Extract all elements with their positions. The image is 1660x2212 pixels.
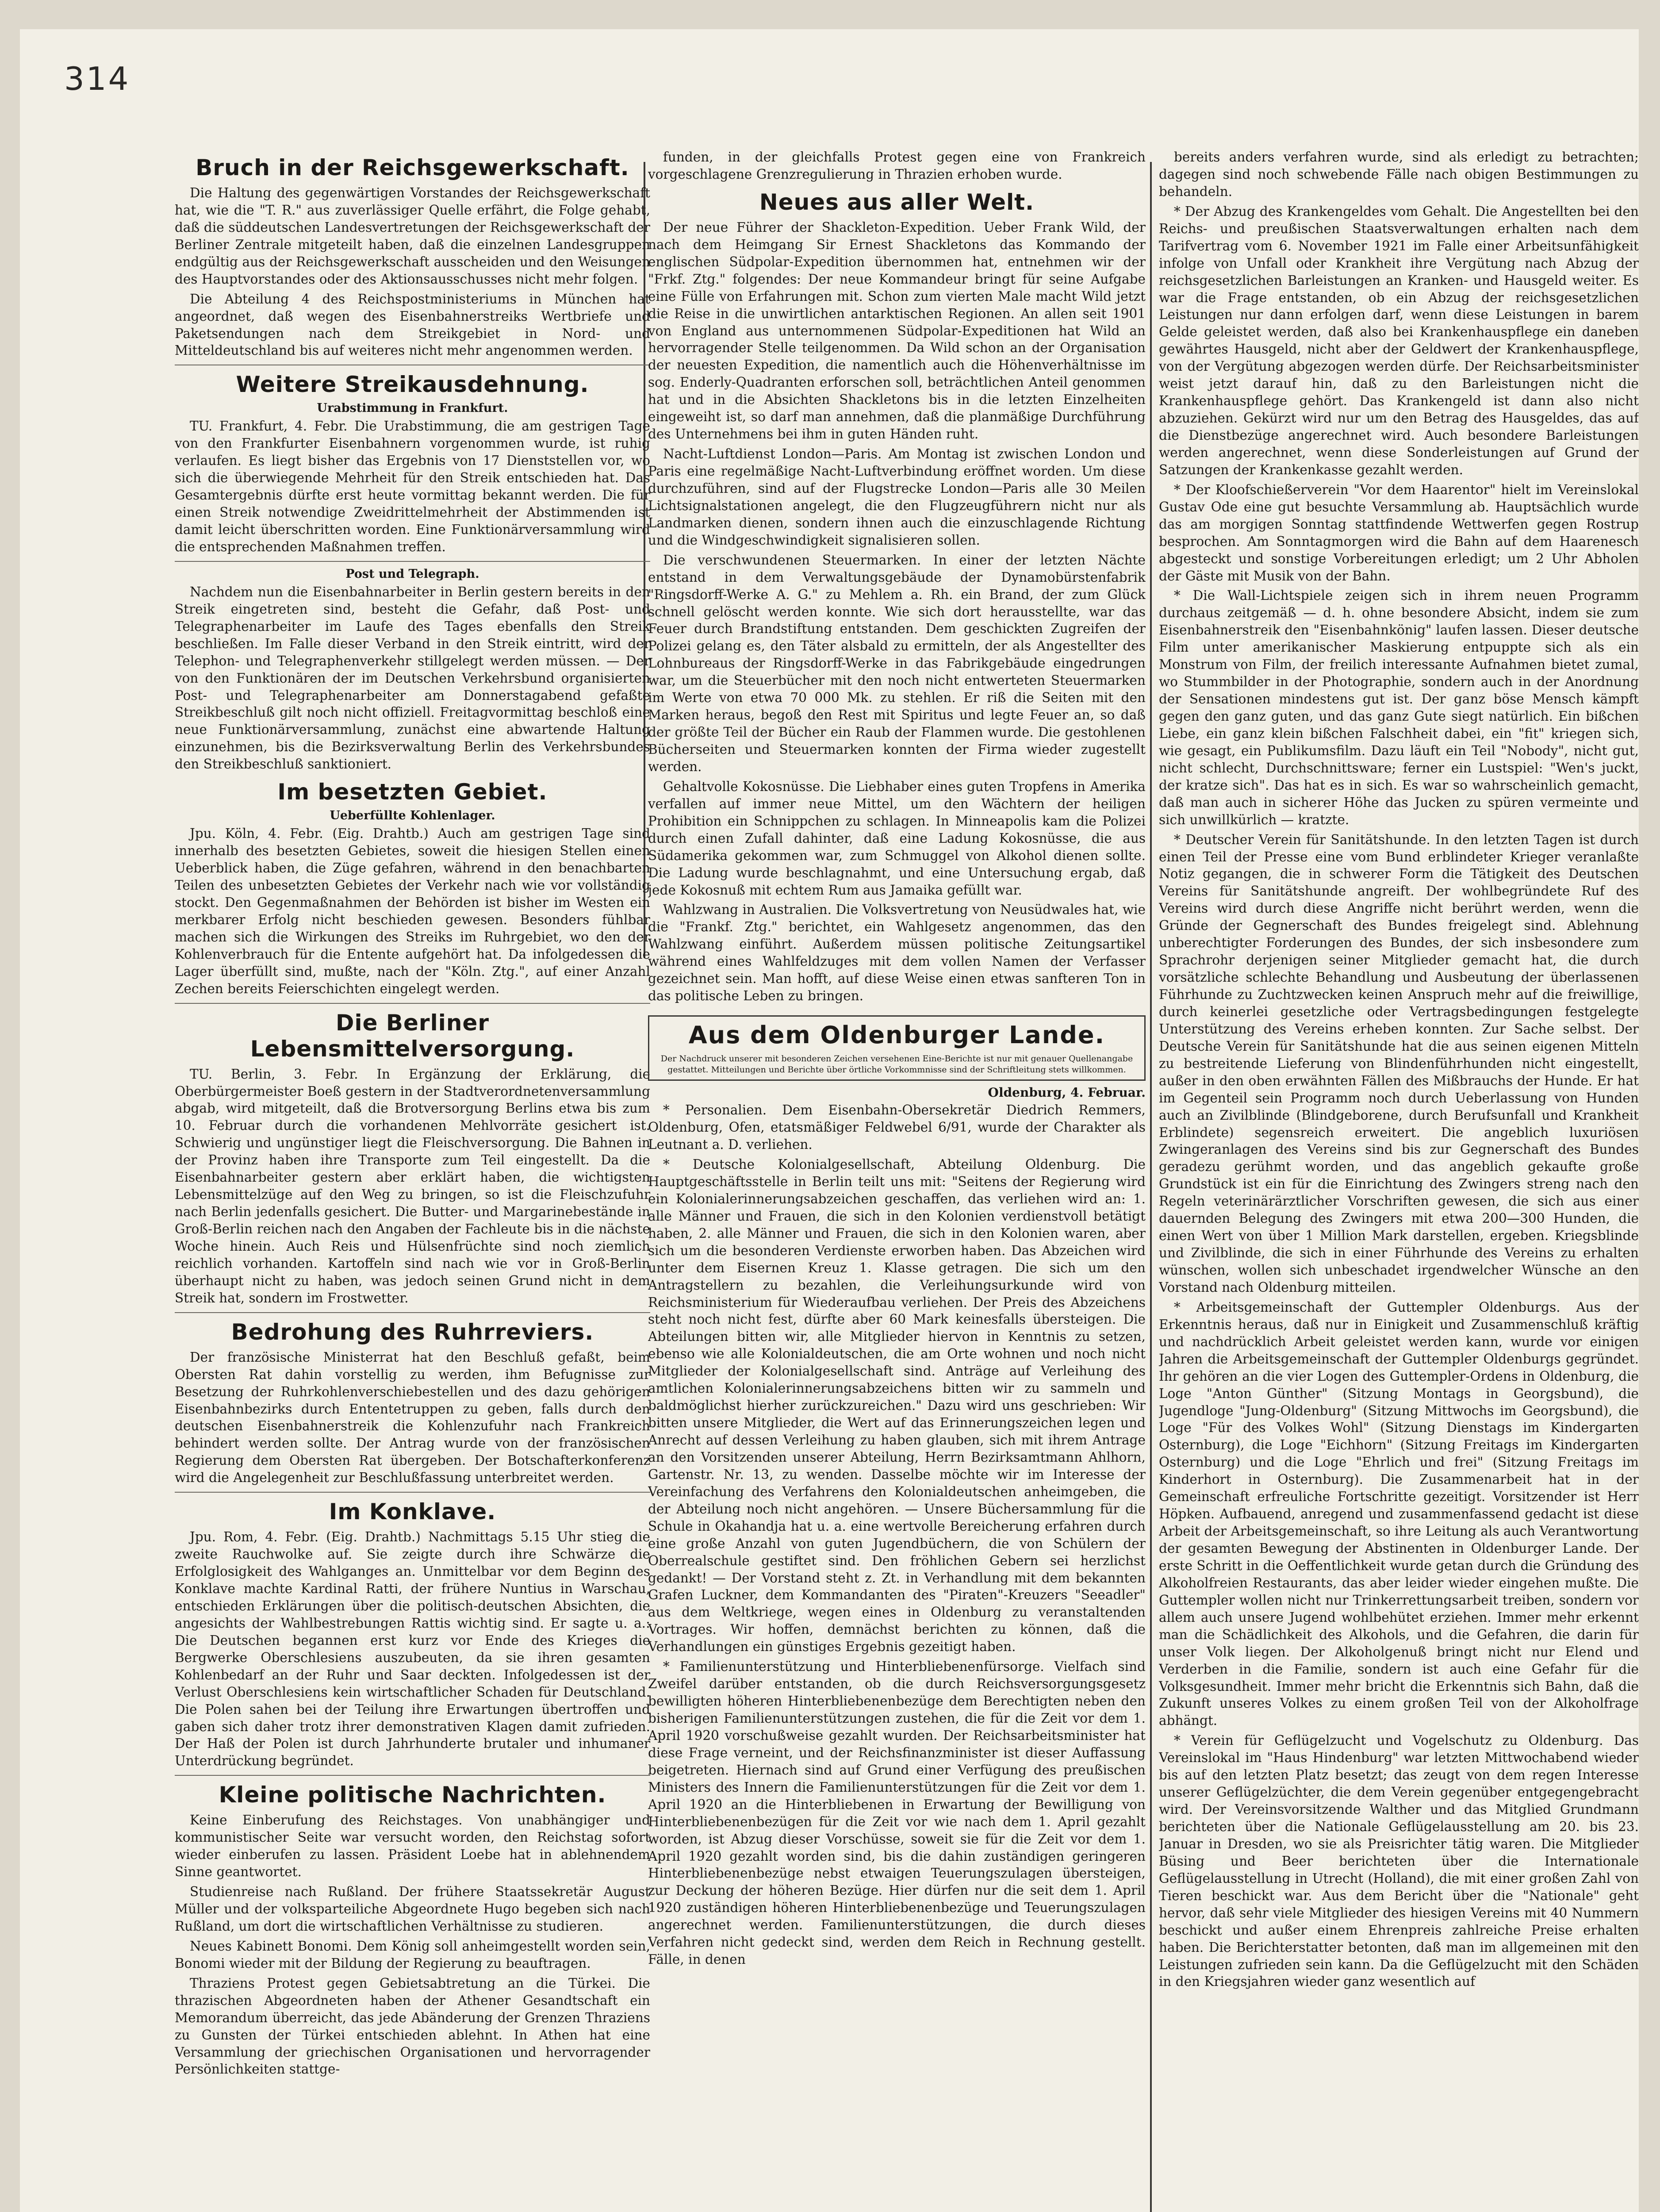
article-paragraph: Die Abteilung 4 des Reichspostministeriums in München hat angeordnet, daß wegen des Eisenbahnerstreiks Wertbriefe und Paketsendungen nach dem Streikgebiet in Nord- und Mitteldeutschland bis auf weiteres nicht mehr angenommen werden. bbox=[175, 291, 650, 358]
column-right bbox=[1159, 149, 1639, 2212]
article-paragraph: Der neue Führer der Shackleton-Expedition. Ueber Frank Wild, der nach dem Heimgang Sir Ernest Shackletons das Kommando der englischen Südpolar-Expedition übernommen hat, entnehmen wir der "Frkf. Ztg." folgendes: Der neue Kommandeur bringt für seine Aufgabe eine Fülle von Erfahrungen mit. Schon zum vierten Male macht Wild jetzt die Reise in die unwirtlichen antarktischen Regionen. An allen seit 1901 von England aus unternommenen Südpolar-Expeditionen hat Wild an hervorragender Stelle teilgenommen. Da Wild schon an der Organisation der neuesten Expedition, die namentlich auch die Höhenverhältnisse im sog. Enderly-Quadranten erforschen soll, beträchtlichen Anteil genommen hat und in die Absichten Shackletons bis in die letzten Einzelheiten eingeweiht ist, so darf man annehmen, daß die planmäßige Durchführung des Unternehmens bei ihm in guten Händen ruht. bbox=[648, 219, 1146, 442]
reprint-note: Der Nachdruck unserer mit besonderen Zeichen versehenen Eine-Berichte ist nur mit genauer Quellenangabe gestattet. Mitteilungen und Berichte über örtliche Vorkommnisse sind der Schriftleitung stets willkommen. bbox=[660, 1053, 1133, 1075]
column-left bbox=[175, 149, 650, 2212]
article-paragraph: Keine Einberufung des Reichstages. Von unabhängiger und kommunistischer Seite war versucht worden, den Reichstag sofort wieder einberufen zu lassen. Präsident Loebe hat in ablehnendem Sinne geantwortet. bbox=[175, 1813, 650, 1880]
column-middle-top bbox=[648, 149, 1146, 1005]
oldenburg-section-header bbox=[648, 1015, 1146, 1081]
article-headline: Im besetzten Gebiet. bbox=[277, 779, 548, 805]
article-paragraph: * Familienunterstützung und Hinterbliebenenfürsorge. Vielfach sind Zweifel darüber entstanden, ob die durch Reichsversorgungsgesetz bewilligten höheren Hinterbliebenenbezüge dem Berechtigten neben den bisherigen Familienunterstützungen zustehen, die für die Zeit vor dem 1. April 1920 vorschußweise gezahlt wurden. Der Reichsarbeitsminister hat diese Frage verneint, und der Reichsfinanzminister ist dieser Auffassung beigetreten. Hiernach sind auf Grund einer Verfügung des preußischen Ministers des Innern die Familienunterstützungen für die Zeit vor dem 1. April 1920 an die Hinterbliebenen in Erwartung der Bewilligung von Hinterbliebenenbezügen für die Zeit vor wie nach dem 1. April gezahlt worden, ist Abzug dieser Vorschüsse, soweit sie für die Zeit vor dem 1. April 1920 gezahlt worden sind, bis die dahin zuständigen geringeren Hinterbliebenenbezüge nebst etwaigen Teuerungszulagen übersteigen, zur Deckung der höheren Bezüge. Hier dürfen nur die seit dem 1. April 1920 zuständigen höheren Hinterbliebenenbezüge und Teuerungszulagen angerechnet werden. Familienunterstützungen, die durch dieses Verfahren nicht gedeckt sind, werden dem Reich in Rechnung gestellt. Fälle, in denen bbox=[648, 1659, 1146, 1967]
article-headline: Bruch in der Reichsgewerkschaft. bbox=[196, 155, 629, 180]
article-paragraph: Gehaltvolle Kokosnüsse. Die Liebhaber eines guten Tropfens in Amerika verfallen auf immer neue Mittel, um den Wächtern der heiligen Prohibition ein Schnippchen zu schlagen. In Minneapolis kam die Polizei durch einen Zufall dahinter, daß eine Ladung Kokosnüsse, die aus Südamerika gekommen war, zum Schmuggel von Alkohol dienen sollte. Die Ladung wurde beschlagnahmt, und eine Untersuchung ergab, daß jede Kokosnuß mit echtem Rum aus Jamaika gefüllt war. bbox=[648, 779, 1146, 898]
article-paragraph: funden, in der gleichfalls Protest gegen eine von Frankreich vorgeschlagene Grenzregulierung in Thrazien erhoben wurde. bbox=[648, 150, 1146, 182]
article-paragraph: * Verein für Geflügelzucht und Vogelschutz zu Oldenburg. Das Vereinslokal im "Haus Hindenburg" war letzten Mittwochabend wieder bis auf den letzten Platz besetzt; das zeugt von dem regen Interesse unserer Geflügelzüchter, die dem Verein gegenüber entgegengebracht wird. Der Vereinsvorsitzende Walther und das Mitglied Grundmann berichteten über die Nationale Geflügelausstellung am 20. bis 23. Januar in Dresden, wo sie als Preisrichter tätig waren. Die Mitglieder Büsing und Beer berichteten über die Internationale Geflügelausstellung in Utrecht (Holland), die mit einer großen Zahl von Tieren beschickt war. Aus dem Bericht über die "Nationale" geht hervor, daß sehr viele Mitglieder des hiesigen Vereins mit 40 Nummern beschickt und außer einem Ehrenpreis zahlreiche Preise erhalten haben. Die Berichterstatter betonten, daß man im allgemeinen mit den Leistungen zufrieden sein kann. Da die Geflügelzucht mit den Schäden in den Kriegsjahren wieder ganz wesentlich auf bbox=[1159, 1733, 1639, 1989]
article-headline: Im Konklave. bbox=[329, 1499, 496, 1525]
article-paragraph: * Der Abzug des Krankengeldes vom Gehalt. Die Angestellten bei den Reichs- und preußischen Staatsverwaltungen erhalten nach dem Tarifvertrag vom 6. November 1921 im Falle einer Arbeitsunfähigkeit infolge von Unfall oder Krankheit ihre Vergütung nach Abzug der reichsgesetzlichen Barleistungen an Kranken- und Hausgeld weiter. Es war die Frage entstanden, ob ein Abzug der reichsgesetzlichen Leistungen nur dann erfolgen darf, wenn diese Leistungen in barem Gelde geleistet werden, daß also bei Krankenhauspflege ein daneben gewährtes Hausgeld, nicht aber der Geldwert der Krankenhauspflege, von der Vergütung abgezogen werden dürfe. Der Reichsarbeitsminister weist jetzt darauf hin, daß zu den Barleistungen nicht die Krankenhauspflege gehört. Das Krankengeld ist dann also nicht abzuziehen. Gekürzt wird nur um den Betrag des Hausgeldes, das auf die Dienstbezüge angerechnet wird. Auch besondere Barleistungen werden angerechnet, wenn diese Sonderleistungen auf Grund der Satzungen der Krankenkasse gezahlt werden. bbox=[1159, 204, 1639, 477]
article-paragraph: * Arbeitsgemeinschaft der Guttempler Oldenburgs. Aus der Erkenntnis heraus, daß nur in Einigkeit und Zusammenschluß kräftig und nachdrücklich Arbeit geleistet werden kann, wurde vor einigen Jahren die Arbeitsgemeinschaft der Guttempler Oldenburgs gegründet. Ihr gehören an die vier Logen des Guttempler-Ordens in Oldenburg, die Loge "Anton Günther" (Sitzung Montags in Georgsbund), die Jugendloge "Jung-Oldenburg" (Sitzung Mittwochs im Georgsbund), die Loge "Für des Volkes Wohl" (Sitzung Dienstags im Kindergarten Osternburg), die Loge "Eichhorn" (Sitzung Freitags im Kindergarten Osternburg) und die Loge "Ehrlich und frei" (Sitzung Freitags im Kinderhort in Osternburg). Die Zusammenarbeit hat in der Gemeinschaft erfreuliche Fortschritte gezeitigt. Vorsitzender ist Herr Höpken. Aufbauend, anregend und zusammenfassend gedacht ist diese Arbeit der Arbeitsgemeinschaft, so ihre Leitung als auch Verantwortung der gesamten Bewegung der Abstinenten in Oldenburger Lande. Der erste Schritt in die Oeffentlichkeit wurde getan durch die Gründung des Alkoholfreien Restaurants, das aber leider wieder eingehen mußte. Die Guttempler wollen nicht nur Trinkerrettungsarbeit treiben, sondern vor allem auch unsere Jugend wohlbehütet erziehen. Immer mehr erkennt man die Schädlichkeit des Alkohols, und die Gefahren, die darin für unser Volk liegen. Der Alkoholgenuß bringt nicht nur Elend und Verderben in die Familie, sondern ist auch eine Gefahr für die Volksgesundheit. Immer mehr bricht die Erkenntnis sich Bahn, daß die Zukunft unseres Volkes zu einem großen Teil von der Alkoholfrage abhängt. bbox=[1159, 1299, 1639, 1728]
article-separator bbox=[175, 1312, 650, 1313]
article-subheadline: Urabstimmung in Frankfurt. bbox=[317, 401, 508, 415]
article-separator bbox=[175, 1775, 650, 1776]
article-separator bbox=[175, 1492, 650, 1493]
article-paragraph: Der französische Ministerrat hat den Beschluß gefaßt, beim Obersten Rat dahin vorstellig zu werden, ihm Befugnisse zur Besetzung der Ruhrkohlenverschiebestellen und des dazu gehörigen Eisenbahnbezirks durch Ententetruppen zu geben, falls durch den deutschen Eisenbahnerstreik die Kohlenzufuhr nach Frankreich behindert werden sollte. Der Antrag wurde von der französischen Regierung dem Obersten Rat übergeben. Der Botschafterkonferenz wird die Angelegenheit zur Beschlußfassung unterbreitet werden. bbox=[175, 1349, 650, 1486]
article-paragraph: Die verschwundenen Steuermarken. In einer der letzten Nächte entstand in dem Verwaltungsgebäude der Dynamobürstenfabrik "Ringsdorff-Werke A. G." zu Mehlem a. Rh. ein Brand, der zum Glück schnell gelöscht werden konnte. Wie sich dort herausstellte, war das Feuer durch Brandstiftung entstanden. Dem geschickten Zugreifen der Polizei gelang es, den Täter alsbald zu ermitteln, der als Angestellter des Lohnbureaus der Ringsdorff-Werke in das Fabrikgebäude eingedrungen war, um die Steuerbücher mit den noch nicht entwerteten Steuermarken im Werte von etwa 70 000 Mk. zu stehlen. Er riß die Seiten mit den Marken heraus, begoß den Rest mit Spiritus und legte Feuer an, so daß der größte Teil der Bücher ein Raub der Flammen wurde. Die gestohlenen Bücherseiten und Steuermarken konnten der Firma wieder zugestellt werden. bbox=[648, 552, 1146, 774]
article-paragraph: Thraziens Protest gegen Gebietsabtretung an die Türkei. Die thrazischen Abgeordneten haben der Athener Gesandtschaft ein Memorandum überreicht, das jede Abänderung der Grenzen Thraziens zu Gunsten der Türkei entschieden ablehnt. In Athen hat eine Versammlung der griechischen Organisationen und hervorragender Persönlichkeiten stattge- bbox=[175, 1975, 650, 2077]
article-paragraph: * Personalien. Dem Eisenbahn-Obersekretär Diedrich Remmers, Oldenburg, Ofen, etatsmäßiger Feldwebel 6/91, wurde der Charakter als Leutnant a. D. verliehen. bbox=[648, 1102, 1146, 1152]
article-paragraph: * Die Wall-Lichtspiele zeigen sich in ihrem neuen Programm durchaus zeitgemäß — d. h. ohne besondere Absicht, indem sie zum Eisenbahnerstreik den "Eisenbahnkönig" laufen lassen. Dieser deutsche Film unter amerikanischer Maskierung entpuppte sich als ein Monstrum von Film, der freilich interessante Aufnahmen bietet zumal, wo Stummbilder in der Photographie, sondern auch in der Anordnung der Sensationen mindestens gut ist. Der ganz böse Mensch kämpft gegen den ganz guten, und das ganz Gute siegt natürlich. Ein bißchen Liebe, ein ganz klein bißchen Falschheit dabei, ein "fit" kriegen sich, wie gesagt, ein Publikumsfilm. Dazu läuft ein Teil "Nobody", nicht gut, nicht schlecht, Durchschnittsware; ferner ein Lustspiel: "Wen's juckt, der kratze sich". Das hat es in sich. Es war so wahrscheinlich gemacht, daß man auch in sicherer Höhe das Jucken zu spüren vermeinte und sich unwillkürlich — kratzte. bbox=[1159, 588, 1639, 827]
article-paragraph: * Deutscher Verein für Sanitätshunde. In den letzten Tagen ist durch einen Teil der Presse eine vom Bund erblindeter Krieger veranlaßte Notiz gegangen, die in schwerer Form die Tätigkeit des Deutschen Vereins für Sanitätshunde angreift. Der wohlbegründete Ruf des Vereins wird durch diese Angriffe nicht berührt werden, wenn die Gründe der Gegnerschaft des Bundes freigelegt sind. Ablehnung unberechtigter Forderungen des Bundes, der sich insbesondere zum Sprachrohr derjenigen seiner Mitglieder gemacht hat, die durch vorsätzliche schlechte Behandlung und Ausbeutung der überlassenen Führhunde zu Zuchtzwecken keinen Anspruch mehr auf die freiwillige, durch keinerlei gesetzliche oder Vertragsbedingungen festgelegte Unterstützung des Vereins erheben konnten. Zur Sache selbst. Der Deutsche Verein für Sanitätshunde hat die aus seinen eigenen Mitteln zu bestreitende Lieferung von Blindenführhunden nicht eingestellt, außer in den oben erwähnten Fällen des Mißbrauchs der Hunde. Er hat im Gegenteil sein Programm noch durch Ueberlassung von Hunden auch an Zivilblinde (Blindgeborene, durch Berufsunfall und Krankheit Erblindete) segensreich erweitert. Die angeblich luxuriösen Zwingeranlagen des Vereins sind bis zur Gegnerschaft des Bundes geradezu gerühmt worden, und das angeblich gekaufte große Grundstück ist ein für die Einrichtung des Zwingers streng nach den Regeln veterinärärztlicher Vorschriften gewesen, die sich aus einer dauernden Belegung des Zwingers mit etwa 200—300 Hunden, die einen Wert von über 1 Million Mark darstellen, ergeben. Kriegsblinde und Zivilblinde, die sich in einer Führhunde des Vereins zu erhalten wünschen, wollen sich unbeschadet irgendwelcher Wünsche an den Vorstand nach Oldenburg mitteilen. bbox=[1159, 832, 1639, 1295]
column-middle-bottom bbox=[648, 1102, 1146, 1968]
article-headline: Bedrohung des Ruhrreviers. bbox=[231, 1319, 594, 1345]
article-paragraph: Nachdem nun die Eisenbahnarbeiter in Berlin gestern bereits in den Streik eingetreten sind, besteht die Gefahr, daß Post- und Telegraphenarbeiter im Laufe des Tages ebenfalls den Streik beschließen. Im Falle dieser Verband in den Streik eintritt, wird der Telephon- und Telegraphenverkehr stillgelegt werden müssen. — Der von den Funktionären der im Deutschen Verkehrsbund organisierten Post- und Telegraphenarbeiter am Donnerstagabend gefaßte Streikbeschluß gilt noch nicht offiziell. Freitagvormittag beschloß eine neue Funktionärversammlung, zunächst eine abwartende Haltung einzunehmen, bis die Bezirksverwaltung Berlin des Verkehrsbundes den Streikbeschluß sanktioniert. bbox=[175, 584, 650, 772]
article-paragraph: bereits anders verfahren wurde, sind als erledigt zu betrachten; dagegen sind noch schwebende Fälle nach obigen Bestimmungen zu behandeln. bbox=[1159, 150, 1639, 199]
article-subheadline: Post und Telegraph. bbox=[345, 567, 479, 581]
article-headline: Kleine politische Nachrichten. bbox=[219, 1782, 606, 1808]
newspaper-page bbox=[20, 29, 1639, 2212]
article-paragraph: Jpu. Rom, 4. Febr. (Eig. Drahtb.) Nachmittags 5.15 Uhr stieg die zweite Rauchwolke auf. Sie zeigte durch ihre Schwärze die Erfolglosigkeit des Wahlganges an. Unmittelbar vor dem Beginn des Konklave machte Kardinal Ratti, der frühere Nuntius in Warschau, entschieden Erklärungen über die politisch-deutschen Absichten, die angesichts der Wahlbestrebungen Rattis wichtig sind. Er sagte u. a.: Die Deutschen begannen erst kurz vor Ende des Krieges die Bergwerke Oberschlesiens auszubeuten, da sie ihren gesamten Kohlenbedarf an der Ruhr und Saar deckten. Infolgedessen ist der Verlust Oberschlesiens kein wirtschaftlicher Schaden für Deutschland. Die Polen sahen bei der Teilung ihre Erwartungen übertroffen und gaben sich daher trotz ihrer demonstrativen Klagen damit zufrieden. Der Haß der Polen ist durch Jahrhunderte brutaler und inhumaner Unterdrückung begründet. bbox=[175, 1529, 650, 1769]
article-paragraph: Wahlzwang in Australien. Die Volksvertretung von Neusüdwales hat, wie die "Frankf. Ztg." berichtet, ein Wahlgesetz angenommen, das den Wahlzwang einführt. Außerdem müssen politische Zeitungsartikel während eines Wahlfeldzuges mit dem vollen Namen der Verfasser gezeichnet sein. Man hofft, auf diese Weise einen etwas sanfteren Ton in das politische Leben zu bringen. bbox=[648, 902, 1146, 1004]
article-headline: Die Berliner Lebensmittelversorgung. bbox=[250, 1010, 575, 1062]
article-separator bbox=[175, 1003, 650, 1004]
dateline: Oldenburg, 4. Februar. bbox=[988, 1085, 1146, 1100]
article-paragraph: Neues Kabinett Bonomi. Dem König soll anheimgestellt worden sein, Bonomi wieder mit der Bildung der Regierung zu beauftragen. bbox=[175, 1938, 650, 1971]
article-paragraph: Jpu. Köln, 4. Febr. (Eig. Drahtb.) Auch am gestrigen Tage sind innerhalb des besetzten Gebietes, soweit die hiesigen Stellen einen Ueberblick haben, die Züge gefahren, während in den benachbarten Teilen des unbesetzten Gebietes der Verkehr nach wie vor vollständig stockt. Den Gegenmaßnahmen der Behörden ist bisher im Westen ein merkbarer Erfolg nicht beschieden gewesen. Besonders fühlbar machen sich die Wirkungen des Streiks im Ruhrgebiet, wo den der Kohlenverbrauch für die Entente aufgehört hat. Da infolgedessen die Lager überfüllt sind, mußte, nach der "Köln. Ztg.", auf einer Anzahl Zechen bereits Feierschichten eingelegt werden. bbox=[175, 826, 650, 996]
section-title: Aus dem Oldenburger Lande. bbox=[688, 1021, 1105, 1049]
article-separator bbox=[175, 561, 650, 562]
article-headline: Weitere Streikausdehnung. bbox=[236, 372, 589, 398]
page-number: 314 bbox=[64, 60, 130, 97]
article-paragraph: TU. Berlin, 3. Febr. In Ergänzung der Erklärung, die Oberbürgermeister Boeß gestern in der Stadtverordnetenversammlung abgab, wird mitgeteilt, daß die Brotversorgung Berlins etwa bis zum 10. Februar durch die vorhandenen Mehlvorräte gesichert ist. Schwierig und ungünstiger liegt die Fleischversorgung. Die Bahnen in der Provinz haben ihre Transporte zum Teil eingestellt. Da die Eisenbahnarbeiter gestern aber erklärt haben, die wichtigsten Lebensmittelzüge auf den Weg zu bringen, so ist die Fleischzufuhr nach Berlin jedenfalls gesichert. Die Butter- und Margarinebestände in Groß-Berlin reichen nach den Angaben der Fachleute bis in die nächste Woche hinein. Auch Reis und Hülsenfrüchte sind noch ziemlich reichlich vorhanden. Kartoffeln sind nach wie vor in Groß-Berlin überhaupt nicht zu haben, was jedoch seinen Grund nicht in dem Streik hat, sondern im Frostwetter. bbox=[175, 1066, 650, 1306]
article-paragraph: * Der Kloofschießerverein "Vor dem Haarentor" hielt im Vereinslokal Gustav Ode eine gut besuchte Versammlung ab. Hauptsächlich wurde das am morgigen Sonntag stattfindende Wettwerfen gegen Rostrup besprochen. Am Sonntagmorgen wird die Bahn auf dem Haarenesch abgesteckt und sonstige Vorbereitungen erledigt; um 2 Uhr Abholen der Gäste mit Musik von der Bahn. bbox=[1159, 482, 1639, 584]
article-paragraph: TU. Frankfurt, 4. Febr. Die Urabstimmung, die am gestrigen Tage von den Frankfurter Eisenbahnern vorgenommen wurde, ist ruhig verlaufen. Es liegt bisher das Ergebnis von 17 Dienststellen vor, wo sich die überwiegende Mehrheit für den Streik entschieden hat. Das Gesamtergebnis dürfte erst heute vormittag bekannt werden. Die für einen Streik notwendige Zweidrittelmehrheit der Abstimmenden ist damit leicht überschritten worden. Eine Funktionärversammlung wird die entsprechenden Maßnahmen treffen. bbox=[175, 419, 650, 554]
column-rule bbox=[1150, 162, 1152, 2212]
article-paragraph: Studienreise nach Rußland. Der frühere Staatssekretär August Müller und der volksparteiliche Abgeordnete Hugo begeben sich nach Rußland, um dort die wirtschaftlichen Verhältnisse zu studieren. bbox=[175, 1884, 650, 1934]
article-paragraph: Die Haltung des gegenwärtigen Vorstandes der Reichsgewerkschaft hat, wie die "T. R." aus zuverlässiger Quelle erfährt, die Folge gehabt, daß die süddeutschen Landesvertretungen der Reichsgewerkschaft der Berliner Zentrale mitgeteilt haben, daß die einzelnen Landesgruppen endgültig aus der Reichsgewerkschaft ausscheiden und den Weisungen des Hauptvorstandes oder des Aktionsausschusses nicht mehr folgen. bbox=[175, 185, 650, 287]
article-headline: Neues aus aller Welt. bbox=[759, 189, 1035, 215]
article-paragraph: Nacht-Luftdienst London—Paris. Am Montag ist zwischen London und Paris eine regelmäßige Nacht-Luftverbindung eröffnet worden. Um diese durchzuführen, sind auf der Flugstrecke London—Paris alle 30 Meilen Lichtsignalstationen angelegt, die den Flugzeugführern nicht nur als Landmarken dienen, sondern ihnen auch die einzuschlagende Richtung und die Windgeschwindigkeit signalisieren sollen. bbox=[648, 446, 1146, 548]
article-paragraph: * Deutsche Kolonialgesellschaft, Abteilung Oldenburg. Die Hauptgeschäftsstelle in Berlin teilt uns mit: "Seitens der Regierung wird ein Kolonialerinnerungsabzeichen geschaffen, das verliehen wird an: 1. alle Männer und Frauen, die sich in den Kolonien verdienstvoll betätigt haben, 2. alle Männer und Frauen, die sich in den Kolonien waren, aber sich um die besonderen Verdienste erworben haben. Das Abzeichen wird unter dem Eisernen Kreuz 1. Klasse getragen. Die sich um den Antragstellern zu bezahlen, die Verleihungsurkunde wird von Reichsministerium für Wiederaufbau verliehen. Der Preis des Abzeichens steht noch nicht fest, dürfte aber 60 Mark keinesfalls übersteigen. Die Abteilungen bitten wir, alle Mitglieder hiervon in Kenntnis zu setzen, ebenso wie alle Kolonialdeutschen, die am Orte wohnen und noch nicht Mitglieder der Kolonialgesellschaft sind. Anträge auf Verleihung des amtlichen Kolonialerinnerungsabzeichens bitten wir zu sammeln und baldmöglichst hierher zurückzureichen." Dazu wird uns geschrieben: Wir bitten unsere Mitglieder, die Wert auf das Erinnerungszeichen legen und Anrecht auf dessen Verleihung zu haben glauben, sich mit ihrem Antrage an den Vorsitzenden unserer Abteilung, Herrn Bezirksamtmann Ahlhorn, Gartenstr. Nr. 13, zu wenden. Dasselbe möchte wir im Interesse der Vereinfachung des Verfahrens den Kolonialdeutschen anheimgeben, die der Abteilung noch nicht angehören. — Unsere Büchersammlung für die Schule in Okahandja hat u. a. eine wertvolle Bereicherung erfahren durch eine große Anzahl von guten Jugendbüchern, die von Schülern der Oberrealschule gestiftet sind. Den fröhlichen Gebern sei herzlichst gedankt! — Der Vorstand steht z. Zt. in Verhandlung mit dem bekannten Grafen Luckner, dem Kommandanten des "Piraten"-Kreuzers "Seeadler" aus dem Weltkriege, wegen eines in Oldenburg zu veranstaltenden Vortrages. Wir hoffen, demnächst berichten zu können, daß die Verhandlungen ein günstiges Ergebnis gezeitigt haben. bbox=[648, 1157, 1146, 1655]
column-middle bbox=[648, 149, 1146, 2212]
article-subheadline: Ueberfüllte Kohlenlager. bbox=[330, 809, 495, 823]
